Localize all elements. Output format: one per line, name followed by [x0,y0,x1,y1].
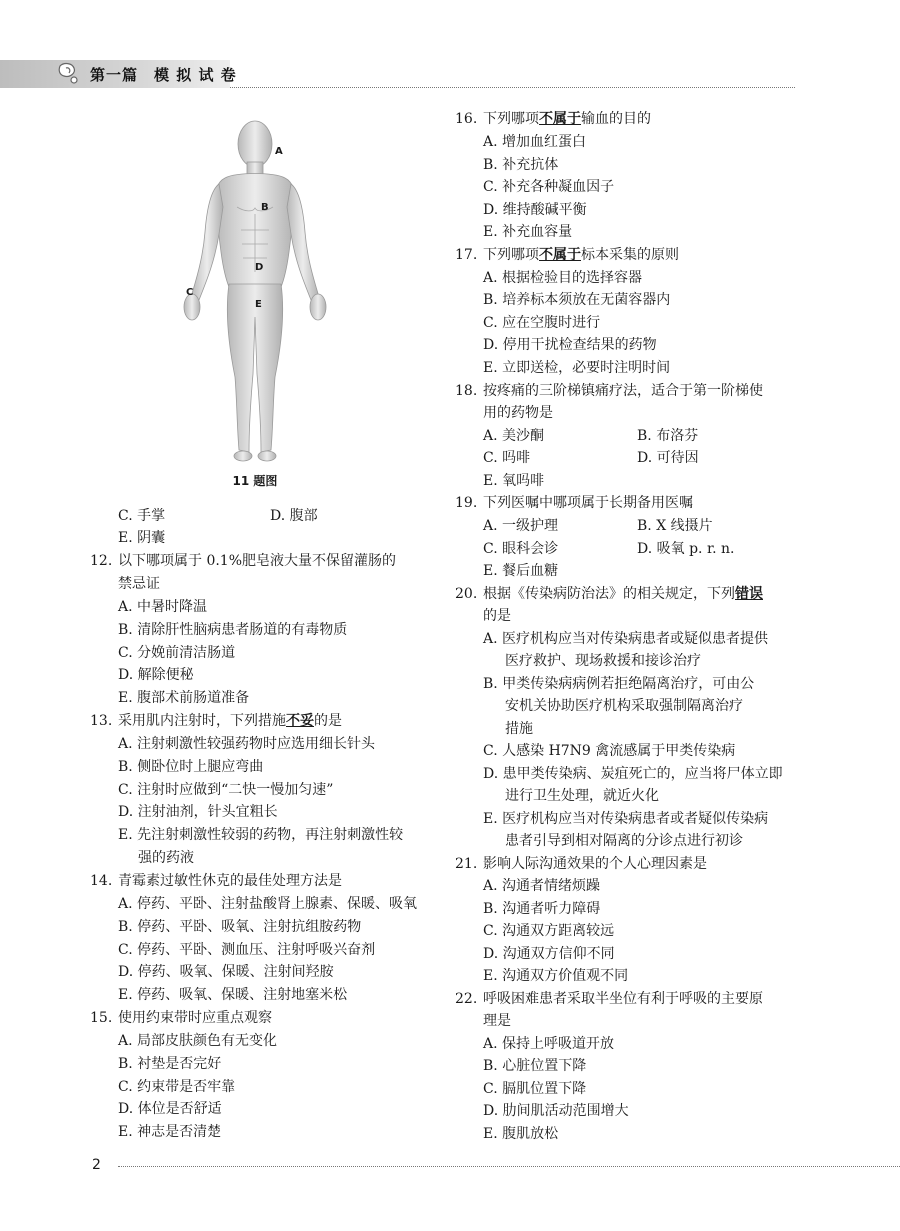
q20-option-a-line1: A. 医疗机构应当对传染病患者或疑似患者提供 [483,631,769,647]
figure-label-c: C [186,287,194,298]
q21-option-e: E. 沟通双方价值观不同 [483,968,629,984]
q17-stem [483,245,679,265]
q20-number: 20. [455,586,478,602]
q22-stem-line1: 呼吸困难患者采取半坐位有利于呼吸的主要原 [483,991,763,1007]
q13-option-c: C. 注射时应做到“二快一慢加匀速” [118,782,334,798]
q21-option-d: D. 沟通双方信仰不同 [483,946,615,962]
q16-number: 16. [455,111,478,127]
q11-option-c: C. 手掌 [118,508,166,524]
q12-option-b: B. 清除肝性脑病患者肠道的有毒物质 [118,622,348,638]
header-divider [230,87,795,88]
footer-divider [118,1166,900,1167]
q19-number: 19. [455,495,478,511]
q15-option-e: E. 神志是否清楚 [118,1124,222,1140]
q14-option-a: A. 停药、平卧、注射盐酸肾上腺素、保暖、吸氧 [118,896,418,912]
figure-label-d: D [255,262,264,273]
q17-stem-post: 标本采集的原则 [581,247,679,263]
q20-option-e-line2: 患者引导到相对隔离的分诊点进行初诊 [505,833,743,849]
q18-option-e: E. 氧吗啡 [483,473,545,489]
q19-option-d: D. 吸氧 p. r. n. [637,541,735,557]
q21-option-b: B. 沟通者听力障碍 [483,901,601,917]
q17-option-a: A. 根据检验目的选择容器 [483,270,643,286]
q17-stem-key: 不属于 [539,247,581,263]
q19-option-e: E. 餐后血糖 [483,563,559,579]
q14-number: 14. [90,873,113,889]
q15-option-a: A. 局部皮肤颜色有无变化 [118,1033,278,1049]
q20-option-b-line3: 措施 [505,721,533,737]
q21-option-c: C. 沟通双方距离较远 [483,923,615,939]
q11-option-d: D. 腹部 [270,508,318,524]
q22-option-a: A. 保持上呼吸道开放 [483,1036,615,1052]
q15-stem: 使用约束带时应重点观察 [118,1010,272,1026]
q14-option-c: C. 停药、平卧、测血压、注射呼吸兴奋剂 [118,942,376,958]
figure-label-a: A [275,146,283,157]
q18-option-a: A. 美沙酮 [483,428,545,444]
q12-number: 12. [90,553,113,569]
q14-stem: 青霉素过敏性休克的最佳处理方法是 [118,873,342,889]
q21-option-a: A. 沟通者情绪烦躁 [483,878,601,894]
q15-number: 15. [90,1010,113,1026]
q18-stem-line2: 用的药物是 [483,405,553,421]
q13-stem-pre: 采用肌内注射时，下列措施 [118,713,286,729]
q20-option-a-line2: 医疗救护、现场救援和接诊治疗 [505,653,701,669]
q13-number: 13. [90,713,113,729]
q14-option-d: D. 停药、吸氧、保暖、注射间羟胺 [118,964,334,980]
q20-option-b-line2: 安机关协助医疗机构采取强制隔离治疗 [505,698,743,714]
q20-option-d-line2: 进行卫生处理，就近火化 [505,788,659,804]
q13-option-e-line2: 强的药液 [138,850,194,866]
q20-option-c: C. 人感染 H7N9 禽流感属于甲类传染病 [483,743,736,759]
figure-label-e: E [255,299,262,310]
q18-option-b: B. 布洛芬 [637,428,699,444]
q12-option-d: D. 解除便秘 [118,667,194,683]
q12-stem-line1: 以下哪项属于 0.1%肥皂液大量不保留灌肠的 [118,553,397,569]
page-number: 2 [92,1157,101,1173]
q18-option-c: C. 吗啡 [483,450,531,466]
q22-stem-line2: 理是 [483,1013,511,1029]
human-body-figure [175,112,355,467]
q17-number: 17. [455,247,478,263]
q13-option-d: D. 注射油剂，针头宜粗长 [118,804,278,820]
q15-option-b: B. 衬垫是否完好 [118,1056,222,1072]
q12-option-e: E. 腹部术前肠道准备 [118,690,250,706]
q13-option-e-line1: E. 先注射刺激性较弱的药物，再注射刺激性较 [118,827,404,843]
q13-option-b: B. 侧卧位时上腿应弯曲 [118,759,264,775]
q19-option-a: A. 一级护理 [483,518,559,534]
book-logo-icon [52,60,82,88]
q22-option-d: D. 肋间肌活动范围增大 [483,1103,629,1119]
q22-option-e: E. 腹肌放松 [483,1126,559,1142]
q21-number: 21. [455,856,478,872]
q15-option-d: D. 体位是否舒适 [118,1101,222,1117]
q20-option-b-line1: B. 甲类传染病病例若拒绝隔离治疗，可由公 [483,676,755,692]
q20-stem-key: 错误 [735,586,763,602]
q17-option-d: D. 停用干扰检查结果的药物 [483,337,657,353]
q16-option-d: D. 维持酸碱平衡 [483,202,587,218]
q17-option-c: C. 应在空腹时进行 [483,315,601,331]
q21-stem: 影响人际沟通效果的个人心理因素是 [483,856,707,872]
q20-option-e-line1: E. 医疗机构应当对传染病患者或者疑似传染病 [483,811,769,827]
q22-option-b: B. 心脏位置下降 [483,1058,587,1074]
q13-stem-key: 不妥 [286,713,314,729]
q20-stem-line1 [483,584,763,604]
q16-option-e: E. 补充血容量 [483,224,573,240]
q14-option-b: B. 停药、平卧、吸氧、注射抗组胺药物 [118,919,362,935]
q14-option-e: E. 停药、吸氧、保暖、注射地塞米松 [118,987,348,1003]
q16-stem [483,109,651,129]
header-title: 第一篇 模 拟 试 卷 [90,66,237,84]
q12-option-a: A. 中暑时降温 [118,599,208,615]
q22-option-c: C. 膈肌位置下降 [483,1081,587,1097]
q16-stem-post: 输血的目的 [581,111,651,127]
q19-stem: 下列医嘱中哪项属于长期备用医嘱 [483,495,693,511]
q19-option-b: B. X 线摄片 [637,518,713,534]
figure-caption: 11 题图 [232,474,278,488]
q13-stem-post: 的是 [314,713,342,729]
q16-option-c: C. 补充各种凝血因子 [483,179,615,195]
q18-stem-line1: 按疼痛的三阶梯镇痛疗法，适合于第一阶梯使 [483,383,763,399]
q11-option-e: E. 阴囊 [118,530,166,546]
q18-option-d: D. 可待因 [637,450,699,466]
q17-option-e: E. 立即送检，必要时注明时间 [483,360,671,376]
figure-label-b: B [261,202,269,213]
q17-stem-pre: 下列哪项 [483,247,539,263]
q12-stem-line2: 禁忌证 [118,576,160,592]
q16-option-a: A. 增加血红蛋白 [483,134,587,150]
q13-stem [118,711,342,731]
q13-option-a: A. 注射刺激性较强药物时应选用细长针头 [118,736,376,752]
q17-option-b: B. 培养标本须放在无菌容器内 [483,292,671,308]
q16-option-b: B. 补充抗体 [483,157,559,173]
q22-number: 22. [455,991,478,1007]
q20-stem-pre: 根据《传染病防治法》的相关规定，下列 [483,586,735,602]
q12-option-c: C. 分娩前清洁肠道 [118,645,236,661]
q15-option-c: C. 约束带是否牢靠 [118,1079,236,1095]
q16-stem-key: 不属于 [539,111,581,127]
q19-option-c: C. 眼科会诊 [483,541,559,557]
q20-option-d-line1: D. 患甲类传染病、炭疽死亡的，应当将尸体立即 [483,766,783,782]
q16-stem-pre: 下列哪项 [483,111,539,127]
q18-number: 18. [455,383,478,399]
q20-stem-line2: 的是 [483,608,511,624]
